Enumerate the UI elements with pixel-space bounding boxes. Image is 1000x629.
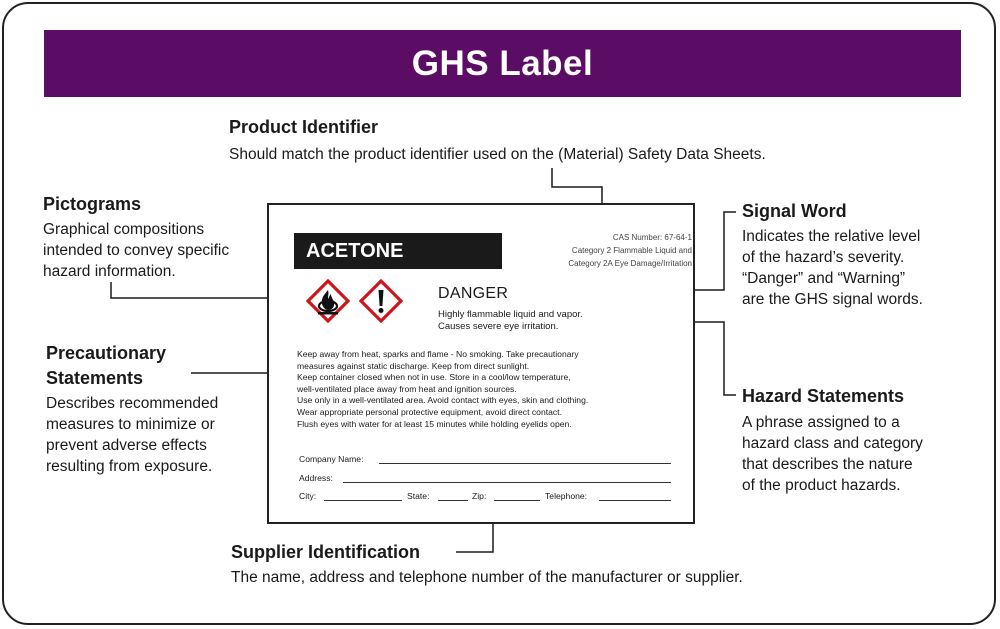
flame-pictogram-icon xyxy=(306,279,350,323)
hazard-statement-text: Highly flammable liquid and vapor. Causes severe eye irritation. xyxy=(438,309,583,332)
city-field-line xyxy=(324,500,402,501)
signal-word-value: DANGER xyxy=(438,285,509,302)
pictograms-text: Graphical compositions intended to convey specific hazard information. xyxy=(43,221,230,280)
company-field-label: Company Name: xyxy=(299,454,364,464)
sample-label xyxy=(267,203,695,524)
signal-word-text: Indicates the relative level of the hazard’s severity. “Danger” and “Warning” are the GHS signal words. xyxy=(742,228,923,308)
precautionary-heading-line2: Statements xyxy=(46,368,144,388)
company-field-line xyxy=(379,463,671,464)
precautionary-statement-text: Keep away from heat, sparks and flame - No smoking. Take precautionary measures against static discharge. Keep from direct sunlight. Keep container closed when not in use. Store in a cool/low temperature, well-ventilated place away from heat and ignition sources. Use only in a well-ventilated area. Avoid contact with eyes, skin and clothing. Wear appropriate personal protective equipment, avoid direct contact. Flush eyes with water for at least 15 minutes while holding eyelids open. xyxy=(297,349,589,429)
hazard-statements-text: A phrase assigned to a hazard class and category that describes the nature of the product hazards. xyxy=(742,414,923,494)
supplier-text: The name, address and telephone number of the manufacturer or supplier. xyxy=(231,569,743,586)
cas-info: CAS Number: 67-64-1 Category 2 Flammable Liquid and Category 2A Eye Damage/Irritation xyxy=(568,233,692,268)
telephone-field-label: Telephone: xyxy=(545,491,588,501)
telephone-field-line xyxy=(599,500,671,501)
state-field-line xyxy=(438,500,468,501)
zip-field-line xyxy=(494,500,540,501)
address-field-label: Address: xyxy=(299,473,333,483)
product-identifier-text: Should match the product identifier used on the (Material) Safety Data Sheets. xyxy=(229,146,766,163)
signal-word-heading: Signal Word xyxy=(742,201,847,221)
banner-title: GHS Label xyxy=(411,43,594,83)
address-field-line xyxy=(343,482,671,483)
city-field-label: City: xyxy=(299,491,317,501)
exclamation-pictogram-icon xyxy=(359,279,403,323)
hazard-statements-heading: Hazard Statements xyxy=(742,386,905,406)
product-name-bar: ACETONE xyxy=(294,233,502,269)
zip-field-label: Zip: xyxy=(472,491,487,501)
state-field-label: State: xyxy=(407,491,430,501)
product-identifier-heading: Product Identifier xyxy=(229,117,379,137)
precautionary-heading-line1: Precautionary xyxy=(46,343,167,363)
precautionary-text: Describes recommended measures to minimize or prevent adverse effects resulting from exposure. xyxy=(46,395,219,475)
supplier-heading: Supplier Identification xyxy=(231,542,421,562)
pictograms-heading: Pictograms xyxy=(43,194,142,214)
